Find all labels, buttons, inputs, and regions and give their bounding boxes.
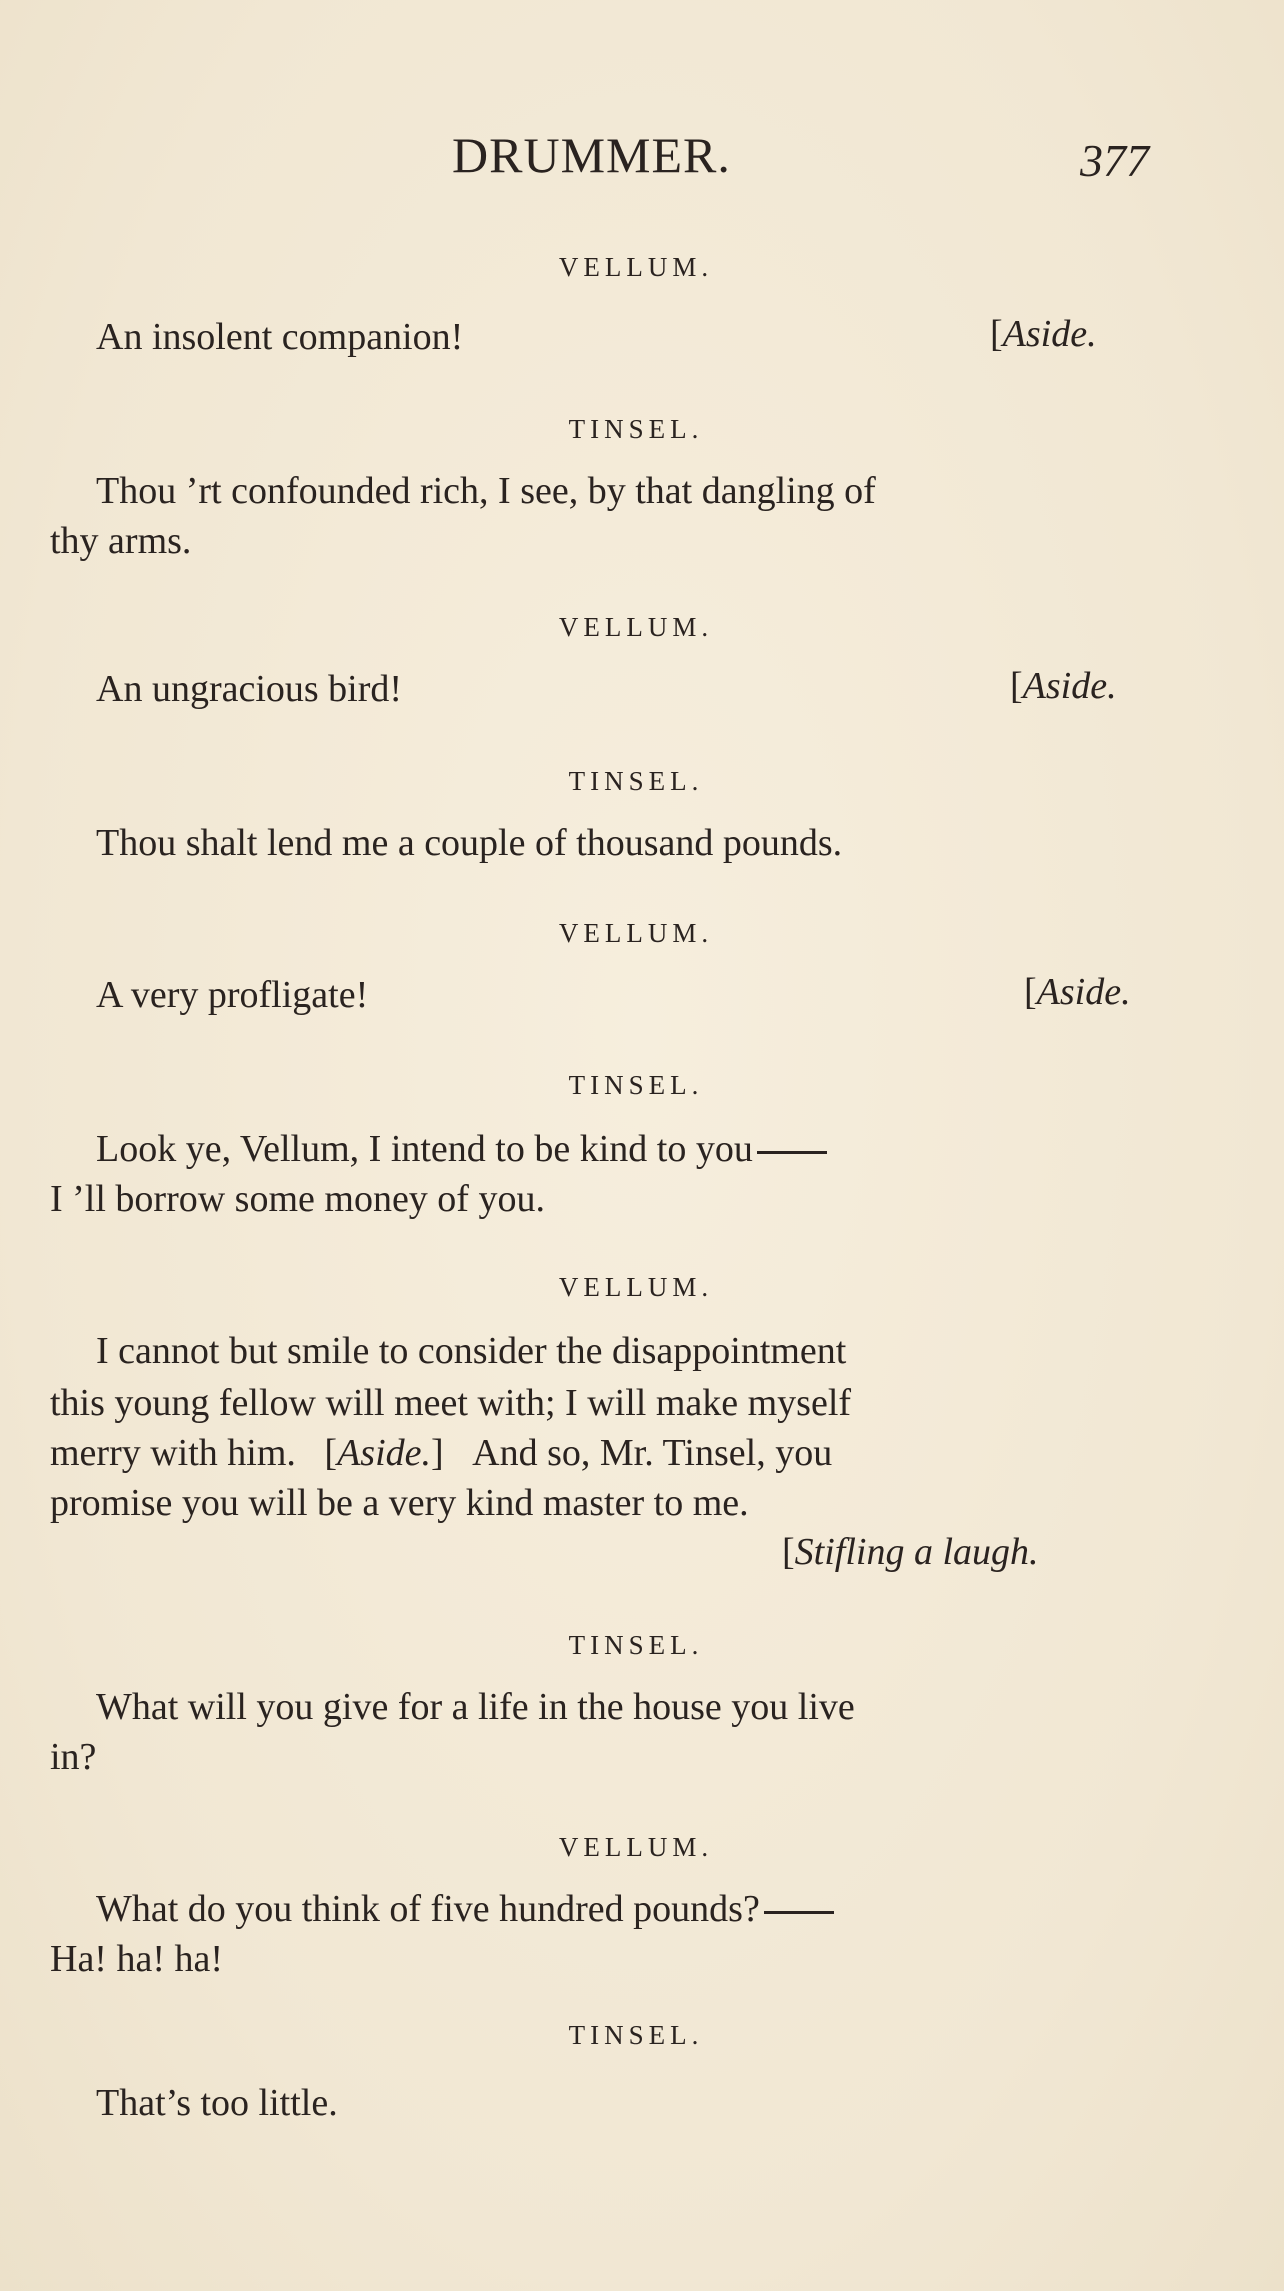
dialogue-line: Thou ’rt confounded rich, I see, by that dangling of [96, 470, 876, 512]
stage-direction: [Aside. [1024, 971, 1131, 1013]
dialogue-text: merry with him. [50, 1432, 296, 1474]
dialogue-line: I ’ll borrow some money of you. [50, 1178, 545, 1220]
speaker-name: VELLUM. [558, 612, 714, 642]
dialogue-text: And so, Mr. Tinsel, you [472, 1432, 833, 1474]
stage-direction: [Aside. [990, 313, 1097, 355]
speaker-name: TINSEL. [568, 414, 704, 444]
speaker-name: TINSEL. [568, 766, 704, 796]
running-head-title: DRUMMER. [452, 127, 731, 183]
em-dash [764, 1911, 834, 1914]
aside-text: Aside. [1022, 665, 1117, 707]
dialogue-line: thy arms. [50, 520, 192, 562]
speaker-name: TINSEL. [568, 2020, 704, 2050]
speaker-name: VELLUM. [558, 1832, 714, 1862]
dialogue-line: in? [50, 1736, 97, 1778]
stage-direction-text: Stifling a laugh. [794, 1531, 1039, 1573]
aside-text: Aside. [1002, 313, 1097, 355]
speaker-name: TINSEL. [568, 1070, 704, 1100]
dialogue-line: merry with him. [Aside.] And so, Mr. Tinsel, you [50, 1432, 833, 1474]
dialogue-line: Ha! ha! ha! [50, 1938, 224, 1980]
page-number: 377 [1080, 135, 1149, 186]
stage-direction: [Aside. [1010, 665, 1117, 707]
dialogue-line: A very profligate! [96, 974, 369, 1016]
dialogue-line: What will you give for a life in the house you live [96, 1686, 855, 1728]
dialogue-line [50, 1884, 1160, 1934]
dialogue-line: promise you will be a very kind master to me. [50, 1482, 749, 1524]
aside-text: Aside. [1036, 971, 1131, 1013]
dialogue-line: An ungracious bird! [96, 668, 403, 710]
speaker-name: VELLUM. [558, 252, 714, 282]
speaker-name: VELLUM. [558, 1272, 714, 1302]
dialogue-line: I cannot but smile to consider the disappointment [96, 1330, 847, 1372]
speaker-name: TINSEL. [568, 1630, 704, 1660]
aside-text: Aside. [337, 1432, 431, 1474]
dialogue-line: Thou shalt lend me a couple of thousand pounds. [96, 822, 843, 864]
stage-direction: [Stifling a laugh. [782, 1531, 1039, 1573]
dialogue-line: That’s too little. [96, 2082, 338, 2124]
dialogue-text: What do you think of five hundred pounds? [96, 1888, 760, 1930]
em-dash [757, 1151, 827, 1154]
speaker-name: VELLUM. [558, 918, 714, 948]
dialogue-line [50, 1124, 1160, 1174]
dialogue-line: this young fellow will meet with; I will make myself [50, 1382, 852, 1424]
dialogue-text: Look ye, Vellum, I intend to be kind to you [96, 1128, 753, 1170]
dialogue-line: An insolent companion! [96, 316, 464, 358]
